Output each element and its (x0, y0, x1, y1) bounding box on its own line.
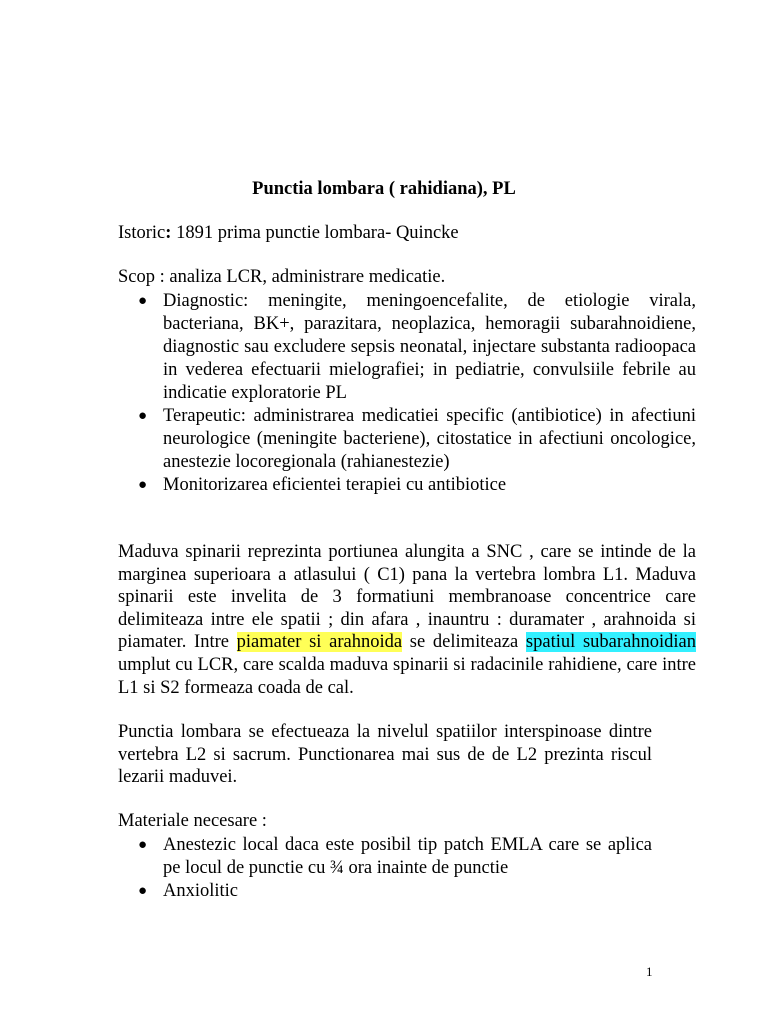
list-item (138, 880, 652, 903)
paragraph-text: umplut cu LCR, care scalda maduva spinarii si radacinile rahidiene, care intre L1 si S2 formeaza coada de cal. (118, 654, 696, 698)
page-number: 1 (646, 964, 653, 979)
bullet-icon: ● (138, 293, 148, 309)
istoric-label: Istoric (118, 223, 166, 243)
istoric-text: 1891 prima punctie lombara- Quincke (171, 223, 459, 243)
paragraph-punctia: Punctia lombara se efectueaza la nivelul spatiilor interspinoase dintre vertebra L2 si sacrum. Punctionarea mai sus de de L2 prezinta riscul lezarii maduvei. (118, 722, 652, 788)
paragraph-text: Maduva spinarii reprezinta portiunea alungita a SNC , care se intinde de la marginea superioara a atlasului ( C1) pana la vertebra lombra L1. Maduva spinarii este invelita de 3 formatiuni membranoase concentrice care delimiteaza intre ele spatii ; din afara , inauntru : duramater , arahnoida si piamater. Intre (118, 542, 696, 653)
highlight-yellow: piamater si arahnoida (236, 632, 403, 653)
paragraph-text: se delimiteaza (402, 632, 526, 653)
list-item (138, 834, 652, 880)
scop-list (138, 290, 696, 497)
list-item (138, 474, 696, 497)
list-item-text: Terapeutic: administrarea medicatiei specific (antibiotice) in afectiuni neurologice (meningite bacteriene), citostatice in afectiuni oncologice, anestezie locoregionala (rahianestezie) (163, 406, 696, 472)
list-item-text: Anestezic local daca este posibil tip patch EMLA care se aplica pe locul de punctie cu ¾ ora inainte de punctie (163, 835, 652, 878)
paragraph-maduva (118, 541, 696, 699)
scop-line: Scop : analiza LCR, administrare medicatie. (118, 267, 446, 287)
bullet-icon: ● (138, 408, 148, 424)
bullet-icon: ● (138, 883, 148, 899)
list-item-text: Diagnostic: meningite, meningoencefalite, de etiologie virala, bacteriana, BK+, parazitara, neoplazica, hemoragii subarahnoidiene, diagnostic sau excludere sepsis neonatal, injectare substanta radioopaca in vederea efectuarii mielografiei; in pediatrie, convulsiile febrile au indicatie exploratorie PL (163, 291, 696, 403)
materiale-list (138, 834, 652, 903)
highlight-cyan: spatiul subarahnoidian (525, 632, 696, 653)
bullet-icon: ● (138, 477, 148, 493)
list-item-text: Monitorizarea eficientei terapiei cu antibiotice (163, 475, 507, 495)
istoric-colon: : (165, 223, 172, 243)
document-title: Punctia lombara ( rahidiana), PL (252, 179, 516, 199)
list-item (138, 405, 696, 474)
list-item-text: Anxiolitic (163, 881, 239, 901)
materiale-heading: Materiale necesare : (118, 811, 267, 831)
istoric-line (118, 222, 459, 244)
bullet-icon: ● (138, 837, 148, 853)
list-item (138, 290, 696, 405)
